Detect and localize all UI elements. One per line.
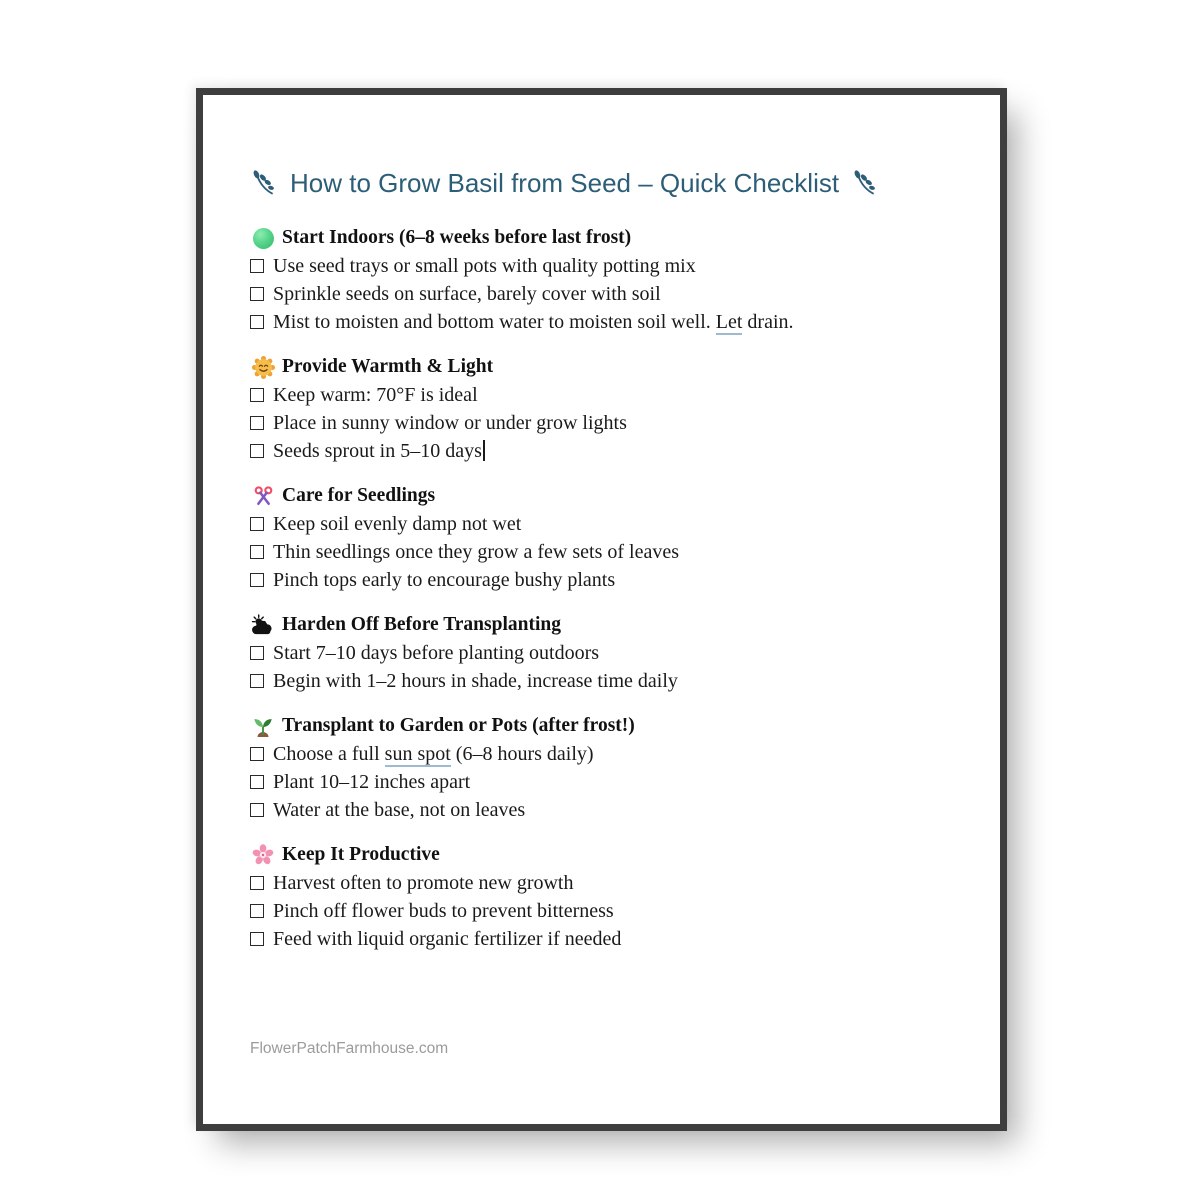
checklist-item-text: Keep warm: 70°F is ideal — [273, 384, 478, 406]
checklist-item — [250, 280, 964, 308]
checkbox[interactable] — [250, 646, 264, 660]
checklist-item — [250, 409, 964, 437]
checkbox[interactable] — [250, 876, 264, 890]
checklist-item-text: Pinch off flower buds to prevent bitterness — [273, 900, 614, 922]
checklist-item — [250, 897, 964, 925]
document-page — [196, 88, 1007, 1131]
checkbox[interactable] — [250, 287, 264, 301]
section-heading — [250, 482, 964, 510]
checklist-item-text: Begin with 1–2 hours in shade, increase time daily — [273, 670, 678, 692]
checkbox[interactable] — [250, 545, 264, 559]
checklist-item — [250, 869, 964, 897]
checkbox[interactable] — [250, 747, 264, 761]
checklist-item-text: Thin seedlings once they grow a few sets of leaves — [273, 541, 679, 563]
section-keep-it-productive — [250, 841, 964, 953]
section-heading — [250, 841, 964, 869]
checkbox[interactable] — [250, 444, 264, 458]
section-heading-text: Keep It Productive — [282, 844, 440, 865]
checklist-item — [250, 667, 964, 695]
checklist-item-text: Plant 10–12 inches apart — [273, 771, 471, 793]
checklist-item — [250, 252, 964, 280]
checklist-item-text: Harvest often to promote new growth — [273, 872, 574, 894]
checkbox[interactable] — [250, 904, 264, 918]
checklist-item — [250, 538, 964, 566]
checklist-item-text: Feed with liquid organic fertilizer if needed — [273, 928, 622, 950]
checklist-item — [250, 510, 964, 538]
herb-sprig-icon — [250, 169, 278, 197]
grammar-underlined-text: sun spot — [384, 743, 451, 765]
checklist-item — [250, 308, 964, 336]
checklist-item-text: Keep soil evenly damp not wet — [273, 513, 522, 535]
checkbox[interactable] — [250, 388, 264, 402]
section-care-for-seedlings — [250, 482, 964, 594]
checklist-item — [250, 925, 964, 953]
section-heading — [250, 353, 964, 381]
sun-face-icon — [250, 354, 276, 380]
section-heading — [250, 224, 964, 252]
checklist-item — [250, 381, 964, 409]
checklist-item-text: drain. — [742, 311, 794, 333]
section-heading-text: Transplant to Garden or Pots (after frost!) — [282, 715, 635, 736]
scissors-icon — [250, 483, 276, 509]
checkbox[interactable] — [250, 315, 264, 329]
checklist-item — [250, 639, 964, 667]
checkbox[interactable] — [250, 259, 264, 273]
section-transplant — [250, 712, 964, 824]
herb-sprig-icon — [851, 169, 879, 197]
checklist-item — [250, 740, 964, 768]
checklist-item-text: Mist to moisten and bottom water to moisten soil well. — [273, 311, 716, 333]
section-heading — [250, 611, 964, 639]
checklist-item-text: Place in sunny window or under grow lights — [273, 412, 627, 434]
checklist-item-text: Pinch tops early to encourage bushy plants — [273, 569, 616, 591]
checklist-item-text: Choose a full — [273, 743, 385, 765]
checkbox[interactable] — [250, 573, 264, 587]
checklist-item — [250, 796, 964, 824]
seedling-icon — [250, 713, 276, 739]
section-heading-text: Provide Warmth & Light — [282, 356, 494, 377]
checkbox[interactable] — [250, 674, 264, 688]
checkbox[interactable] — [250, 775, 264, 789]
section-heading-text: Harden Off Before Transplanting — [282, 614, 561, 635]
green-circle-icon — [250, 225, 276, 251]
grammar-underlined-text: Let — [715, 311, 743, 333]
checklist-item — [250, 768, 964, 796]
checkbox[interactable] — [250, 932, 264, 946]
section-start-indoors — [250, 224, 964, 336]
checklist-item-text: (6–8 hours daily) — [450, 743, 594, 765]
checklist-item-text: Water at the base, not on leaves — [273, 799, 526, 821]
page-title — [250, 168, 964, 198]
checklist-item-text: Use seed trays or small pots with quality potting mix — [273, 255, 696, 277]
text-cursor — [483, 440, 485, 461]
checklist-item — [250, 566, 964, 594]
section-harden-off — [250, 611, 964, 695]
footer-site-name: FlowerPatchFarmhouse.com — [250, 1040, 449, 1057]
checklist-item-text: Sprinkle seeds on surface, barely cover with soil — [273, 283, 661, 305]
section-heading — [250, 712, 964, 740]
checkbox[interactable] — [250, 517, 264, 531]
checklist-item — [250, 437, 964, 465]
section-heading-text: Start Indoors (6–8 weeks before last frost) — [282, 227, 632, 248]
cherry-blossom-icon — [250, 842, 276, 868]
page-title-text: How to Grow Basil from Seed – Quick Checklist — [290, 168, 840, 198]
sun-behind-cloud-icon — [250, 612, 276, 638]
checklist-item-text: Start 7–10 days before planting outdoors — [273, 642, 600, 664]
checklist-item-text: Seeds sprout in 5–10 days — [273, 440, 482, 462]
checkbox[interactable] — [250, 416, 264, 430]
checkbox[interactable] — [250, 803, 264, 817]
section-provide-warmth — [250, 353, 964, 465]
section-heading-text: Care for Seedlings — [282, 485, 436, 506]
